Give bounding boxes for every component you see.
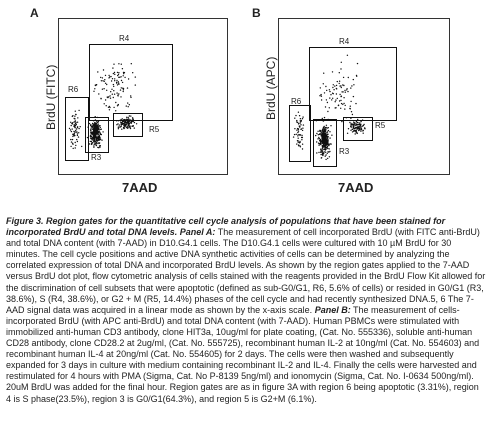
figure-caption xyxy=(6,216,486,405)
gate-r6-b xyxy=(289,105,311,162)
panel-b-plot xyxy=(278,18,450,175)
gate-r6-b-label: R6 xyxy=(291,97,302,106)
caption-panel-b-text: The measurement of cells-incorporated BrdU (with APC anti-BrdU) and total DNA content (with 7-AAD). Human PBMCs were stimulated with immobilized anti-human CD3 antibody, clone HIT3a, 10ug/ml for plate coating, (Cat. No. 555336), soluble anti-human CD28 antibody, clone CD28.2 at 2ug/ml, (Cat. No. 555725), recombinant human IL-2 at 10ng/ml (Cat. No. 554603) and recombinant human IL-4 at 20ng/ml (Cat. No. 554605) for 2 days. The cells were then washed and subsequently expanded for 3 days in culture with medium containing recombinant IL-2 and IL-4. Finally the cells were harvested and restimulated for 4 hours with PMA (Sigma, Cat. No P-8139 5ng/ml) and ionomycin (Sigma, Cat. No. I-0634 500ng/ml). 20uM BrdU was added for the final hour. Region gates are as in figure 3A with region 6 being apoptotic (3.31%), region 4 is S phase(23.5%), region 3 is G0/G1(64.3%), and region 5 is G2+M (6.1%). xyxy=(6,304,480,404)
caption-title: Figure 3. Region gates for the quantitative cell cycle analysis of populations that have been stained for incorporated BrdU and total DNA levels. xyxy=(6,216,446,238)
panel-b xyxy=(240,0,490,210)
gate-r3-b xyxy=(313,119,337,167)
panel-a-xlabel: 7AAD xyxy=(122,180,158,195)
gate-r4-b-label: R4 xyxy=(339,37,350,46)
gate-r3 xyxy=(85,117,109,153)
panel-b-letter: B xyxy=(252,6,261,20)
gate-r3-b-label: R3 xyxy=(339,147,350,156)
panel-a-ylabel: BrdU (FITC) xyxy=(44,64,58,130)
gate-r5-label: R5 xyxy=(149,125,160,134)
panel-a-letter: A xyxy=(30,6,39,20)
caption-panel-b-label: Panel B: xyxy=(314,304,351,315)
gate-r4-b xyxy=(309,47,397,121)
gate-r6-label: R6 xyxy=(68,85,79,94)
gate-r4-label: R4 xyxy=(119,34,130,43)
gate-r5-b-label: R5 xyxy=(375,121,386,130)
panel-b-xlabel: 7AAD xyxy=(338,180,374,195)
gate-r5 xyxy=(113,113,143,137)
panel-a-plot xyxy=(58,18,228,175)
caption-panel-a-text: The measurement of cell incorporated BrdU (with FITC anti-BrdU) and total DNA content (with 7-AAD) in D10.G4.1 cells. The D10.G4.1 cells were cultured with 10 µM BrdU for 30 minutes. The cell cycle positions and active DNA synthetic activities of cells can be determined by analyzing the correlated expression of total DNA and incorporated BrdU levels. As shown by the region gates applied to the 7-AAD versus BrdU dot plot, flow cytometric analysis of cells stained with the reagents provided in the BrdU Flow Kit allowed for the discrimination of cell subsets that were apoptotic (defined as sub-G0/G1, R6, 5.6% of cells) or resided in G0/G1 (R3, 38.6%), S (R4, 38.6%), or G2 + M (R5, 14.4%) phases of the cell cycle and had recently synthesized DNA.5, 6 The 7-AAD signal data was acquired in a linear mode as shown by the x-axis scale. xyxy=(6,227,486,315)
gate-r3-label: R3 xyxy=(91,153,102,162)
gate-r5-b xyxy=(343,117,373,141)
panel-b-ylabel: BrdU (APC) xyxy=(264,56,278,120)
panel-a xyxy=(0,0,240,210)
gate-r4 xyxy=(89,44,173,121)
caption-panel-a-label: Panel A: xyxy=(179,227,216,238)
